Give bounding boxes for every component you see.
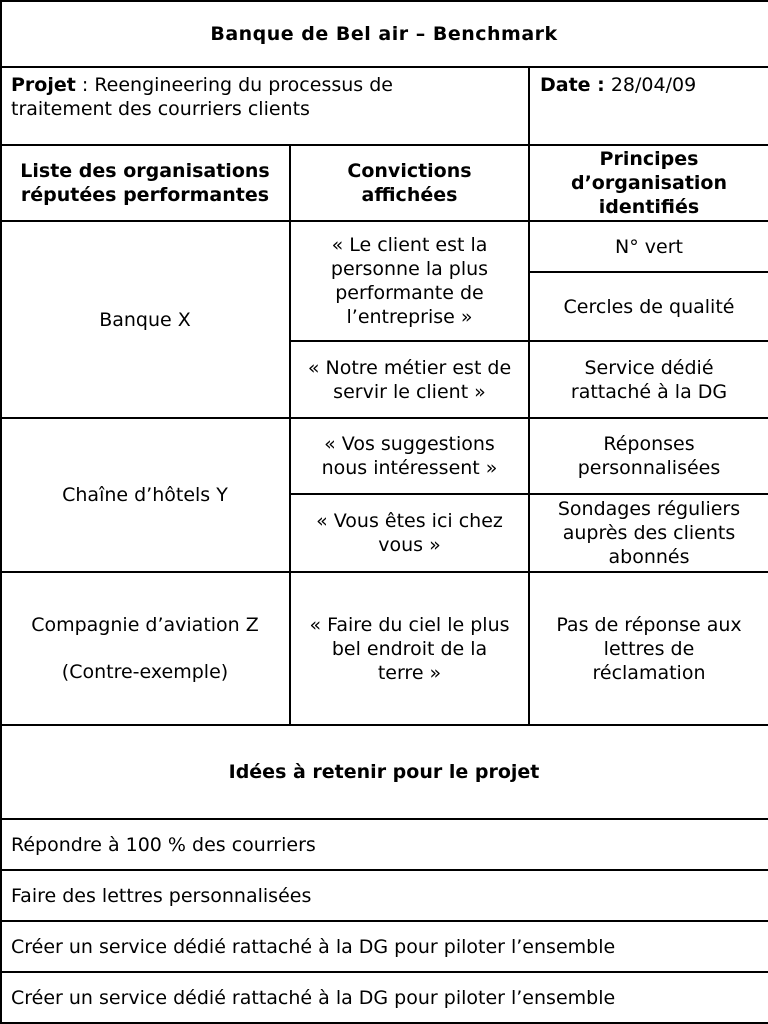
header-principes-line: Principes [599,148,699,170]
header-principes-line: d’organisation [570,172,727,194]
conviction-line: performante de [335,282,484,304]
principle-cell [530,273,768,340]
principle-cell [530,573,768,724]
conviction-cell [291,573,528,724]
header-organisations-line: réputées performantes [20,184,270,206]
principle-line: Sondages réguliers [557,498,741,520]
header-organisations-line: Liste des organisations [20,160,270,182]
header-convictions [291,146,528,220]
conviction-line: « Le client est la [331,234,488,256]
idea-text: Créer un service dédié rattaché à la DG pour piloter l’ensemble [11,935,616,958]
conviction-cell [291,495,528,571]
idea-item [0,973,768,1022]
header-convictions-line: Convictions [347,160,472,182]
divider-project-date [528,66,530,146]
principle-line: lettres de [603,637,695,660]
conviction-line: « Vous êtes ici chez [316,510,503,532]
org-banque-x [0,222,290,417]
conviction-line: vous » [378,534,441,556]
header-convictions-line: affichées [361,184,458,206]
idea-item [0,871,768,920]
idea-text: Créer un service dédié rattaché à la DG pour piloter l’ensemble [11,986,616,1009]
principle-line: abonnés [608,546,690,568]
conviction-line: terre » [377,661,442,684]
conviction-line: nous intéressent » [321,457,498,479]
principle-line: auprès des clients [562,522,736,544]
conviction-line: « Faire du ciel le plus [309,613,510,636]
rule-after-title [0,66,768,68]
conviction-line: l’entreprise » [346,306,473,328]
ideas-title [0,726,768,818]
date-value: 28/04/09 [610,74,697,96]
principle-line: N° vert [615,235,683,258]
conviction-cell [291,222,528,340]
org-name: Chaîne d’hôtels Y [62,484,228,506]
principle-cell [530,222,768,271]
conviction-line: servir le client » [333,380,486,403]
org-hotel-y [0,419,290,571]
org-aviation-z [0,573,290,724]
header-organisations [0,146,290,220]
conviction-cell [291,342,528,417]
org-name: Compagnie d’aviation Z [31,614,259,636]
project-text-line2: traitement des courriers clients [11,98,310,120]
idea-text: Répondre à 100 % des courriers [11,833,316,856]
principle-line: Cercles de qualité [563,295,735,318]
conviction-line: personne la plus [330,258,489,280]
ideas-title-text: Idées à retenir pour le projet [228,761,540,783]
org-name: Banque X [99,308,191,331]
principle-cell [530,419,768,493]
document-title-text: Banque de Bel air – Benchmark [210,23,558,45]
principle-line: Réponses [603,433,695,455]
principle-line: rattaché à la DG [570,380,728,403]
principle-line: réclamation [592,661,706,684]
principle-line: personnalisées [577,457,721,479]
principle-line: Service dédié [584,356,714,379]
principle-line: Pas de réponse aux [556,613,742,636]
conviction-line: bel endroit de la [331,637,488,660]
principle-cell [530,495,768,571]
conviction-line: « Notre métier est de [307,356,512,379]
project-cell [11,73,526,143]
header-principes-line: identifiés [598,196,700,218]
project-label: Projet [11,74,76,96]
principle-cell [530,342,768,417]
date-cell [540,73,765,143]
document-title [0,2,768,66]
conviction-line: « Vos suggestions [324,433,495,455]
idea-item [0,922,768,971]
project-text-line1: : Reengineering du processus de [75,74,393,96]
idea-item [0,820,768,869]
date-label: Date : [540,74,605,96]
header-principes [530,146,768,220]
conviction-cell [291,419,528,493]
org-name-note: (Contre-exemple) [61,661,229,683]
idea-text: Faire des lettres personnalisées [11,884,312,907]
